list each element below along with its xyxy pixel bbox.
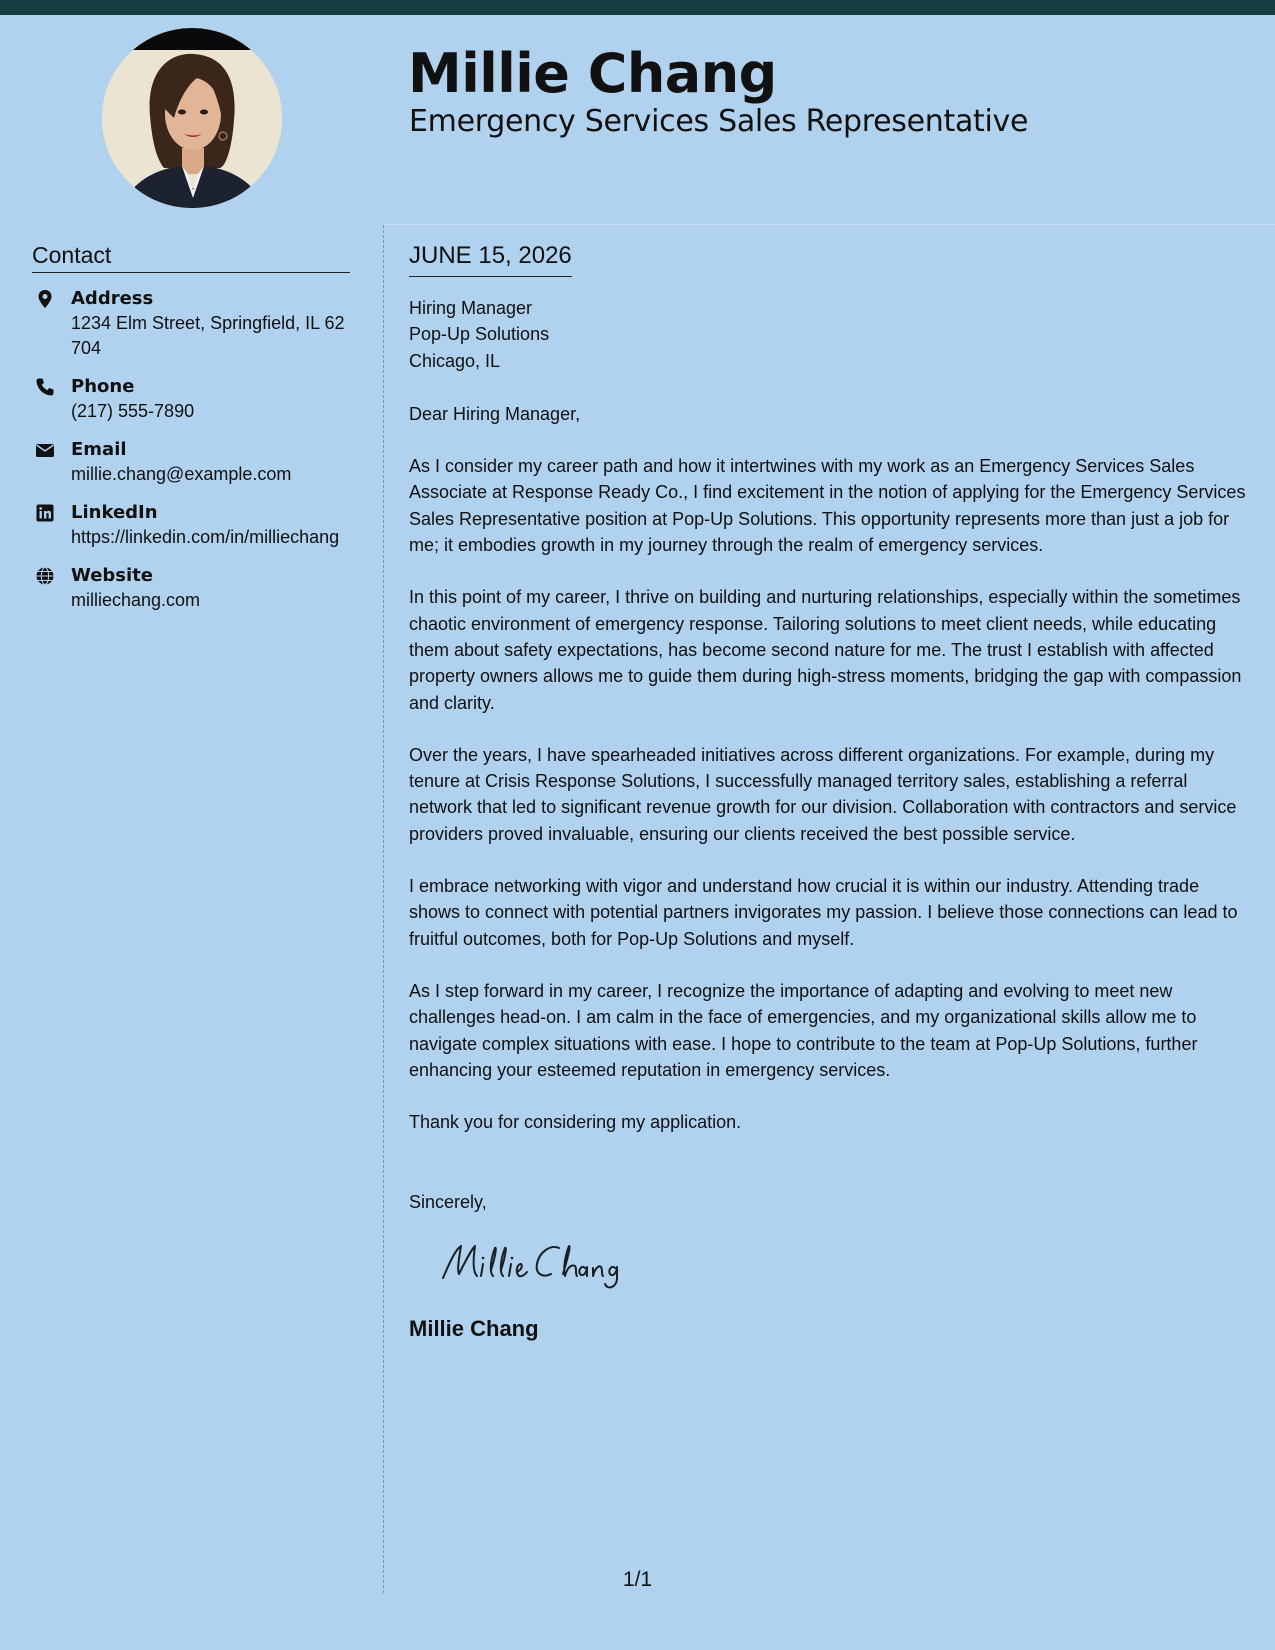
- contact-label: Website: [71, 565, 154, 586]
- signed-name: Millie Chang: [409, 1315, 539, 1341]
- applicant-job-title: Emergency Services Sales Representative: [409, 104, 1029, 139]
- contact-item-linkedin: [32, 501, 350, 550]
- closing: Sincerely,: [409, 1192, 487, 1213]
- recipient-block: [409, 295, 1249, 374]
- column-divider: [383, 225, 384, 1593]
- letter-paragraph: Over the years, I have spearheaded initiatives across different organizations. For example, during my tenure at Crisis Response Solutions, I successfully managed territory sales, establishing a referral network that led to significant revenue growth for our division. Collaboration with contractors and service providers proved invaluable, ensuring our clients received the best possible service.: [409, 744, 1237, 844]
- closing-thanks: Thank you for considering my application.: [409, 1112, 742, 1133]
- linkedin-icon: [35, 503, 55, 523]
- address-value: 1234 Elm Street, Springfield, IL 62704: [71, 313, 345, 358]
- recipient-line: Hiring Manager: [409, 298, 533, 318]
- profile-photo: [102, 28, 282, 208]
- top-color-strip: [0, 0, 1275, 15]
- phone-value: (217) 555-7890: [71, 401, 195, 421]
- globe-icon: [35, 566, 55, 586]
- contact-item-website: [32, 564, 350, 613]
- contact-list: [32, 287, 350, 613]
- cover-letter: [409, 240, 1249, 1344]
- contact-label: Phone: [71, 376, 135, 397]
- website-value[interactable]: milliechang.com: [71, 590, 201, 610]
- map-pin-icon: [35, 289, 55, 309]
- recipient-line: Pop-Up Solutions: [409, 324, 550, 345]
- letter-paragraph: In this point of my career, I thrive on building and nurturing relationships, especially within the sometimes chaotic environment of emergency response. Tailoring solutions to meet client needs, while educating them about safety expectations, has become second nature for me. The trust I establish with affected property owners allows me to guide them during high-stress moments, bridging the gap with compassion and clarity.: [409, 587, 1242, 713]
- letter-paragraph: As I consider my career path and how it intertwines with my work as an Emergency Services Sales Associate at Response Ready Co., I find excitement in the notion of applying for the Emergency Services Sales Representative position at Pop-Up Solutions. This opportunity represents more than just a job for me; it embodies growth in my journey through the realm of emergency services.: [409, 456, 1246, 556]
- email-value[interactable]: millie.chang@example.com: [71, 464, 292, 484]
- contact-item-address: [32, 287, 350, 361]
- applicant-name: Millie Chang: [408, 42, 777, 105]
- contact-heading: Contact: [32, 240, 350, 273]
- contact-item-phone: [32, 375, 350, 424]
- letter-date: JUNE 15, 2026: [409, 240, 572, 277]
- recipient-line: Chicago, IL: [409, 350, 501, 371]
- salutation: Dear Hiring Manager,: [409, 403, 581, 424]
- letter-paragraph: As I step forward in my career, I recognize the importance of adapting and evolving to meet new challenges head-on. I am calm in the face of emergencies, and my organizational skills allow me to navigate complex situations with ease. I hope to contribute to the team at Pop-Up Solutions, further enhancing your esteemed reputation in emergency services.: [409, 980, 1198, 1080]
- contact-label: Email: [71, 439, 127, 460]
- page-number: 1/1: [622, 1568, 653, 1591]
- contact-item-email: [32, 438, 350, 487]
- letter-paragraph: I embrace networking with vigor and understand how crucial it is within our industry. Attending trade shows to connect with potential partners invigorates my passion. I believe those connections can lead to fruitful outcomes, both for Pop-Up Solutions and myself.: [409, 876, 1238, 949]
- header-divider: [384, 224, 1275, 225]
- linkedin-value[interactable]: https://linkedin.com/in/milliechang: [71, 527, 340, 547]
- contact-label: LinkedIn: [71, 502, 158, 523]
- contact-label: Address: [71, 288, 154, 309]
- handwritten-signature: [435, 1234, 1249, 1294]
- contact-sidebar: [32, 240, 350, 627]
- phone-icon: [35, 377, 55, 397]
- envelope-icon: [35, 440, 55, 460]
